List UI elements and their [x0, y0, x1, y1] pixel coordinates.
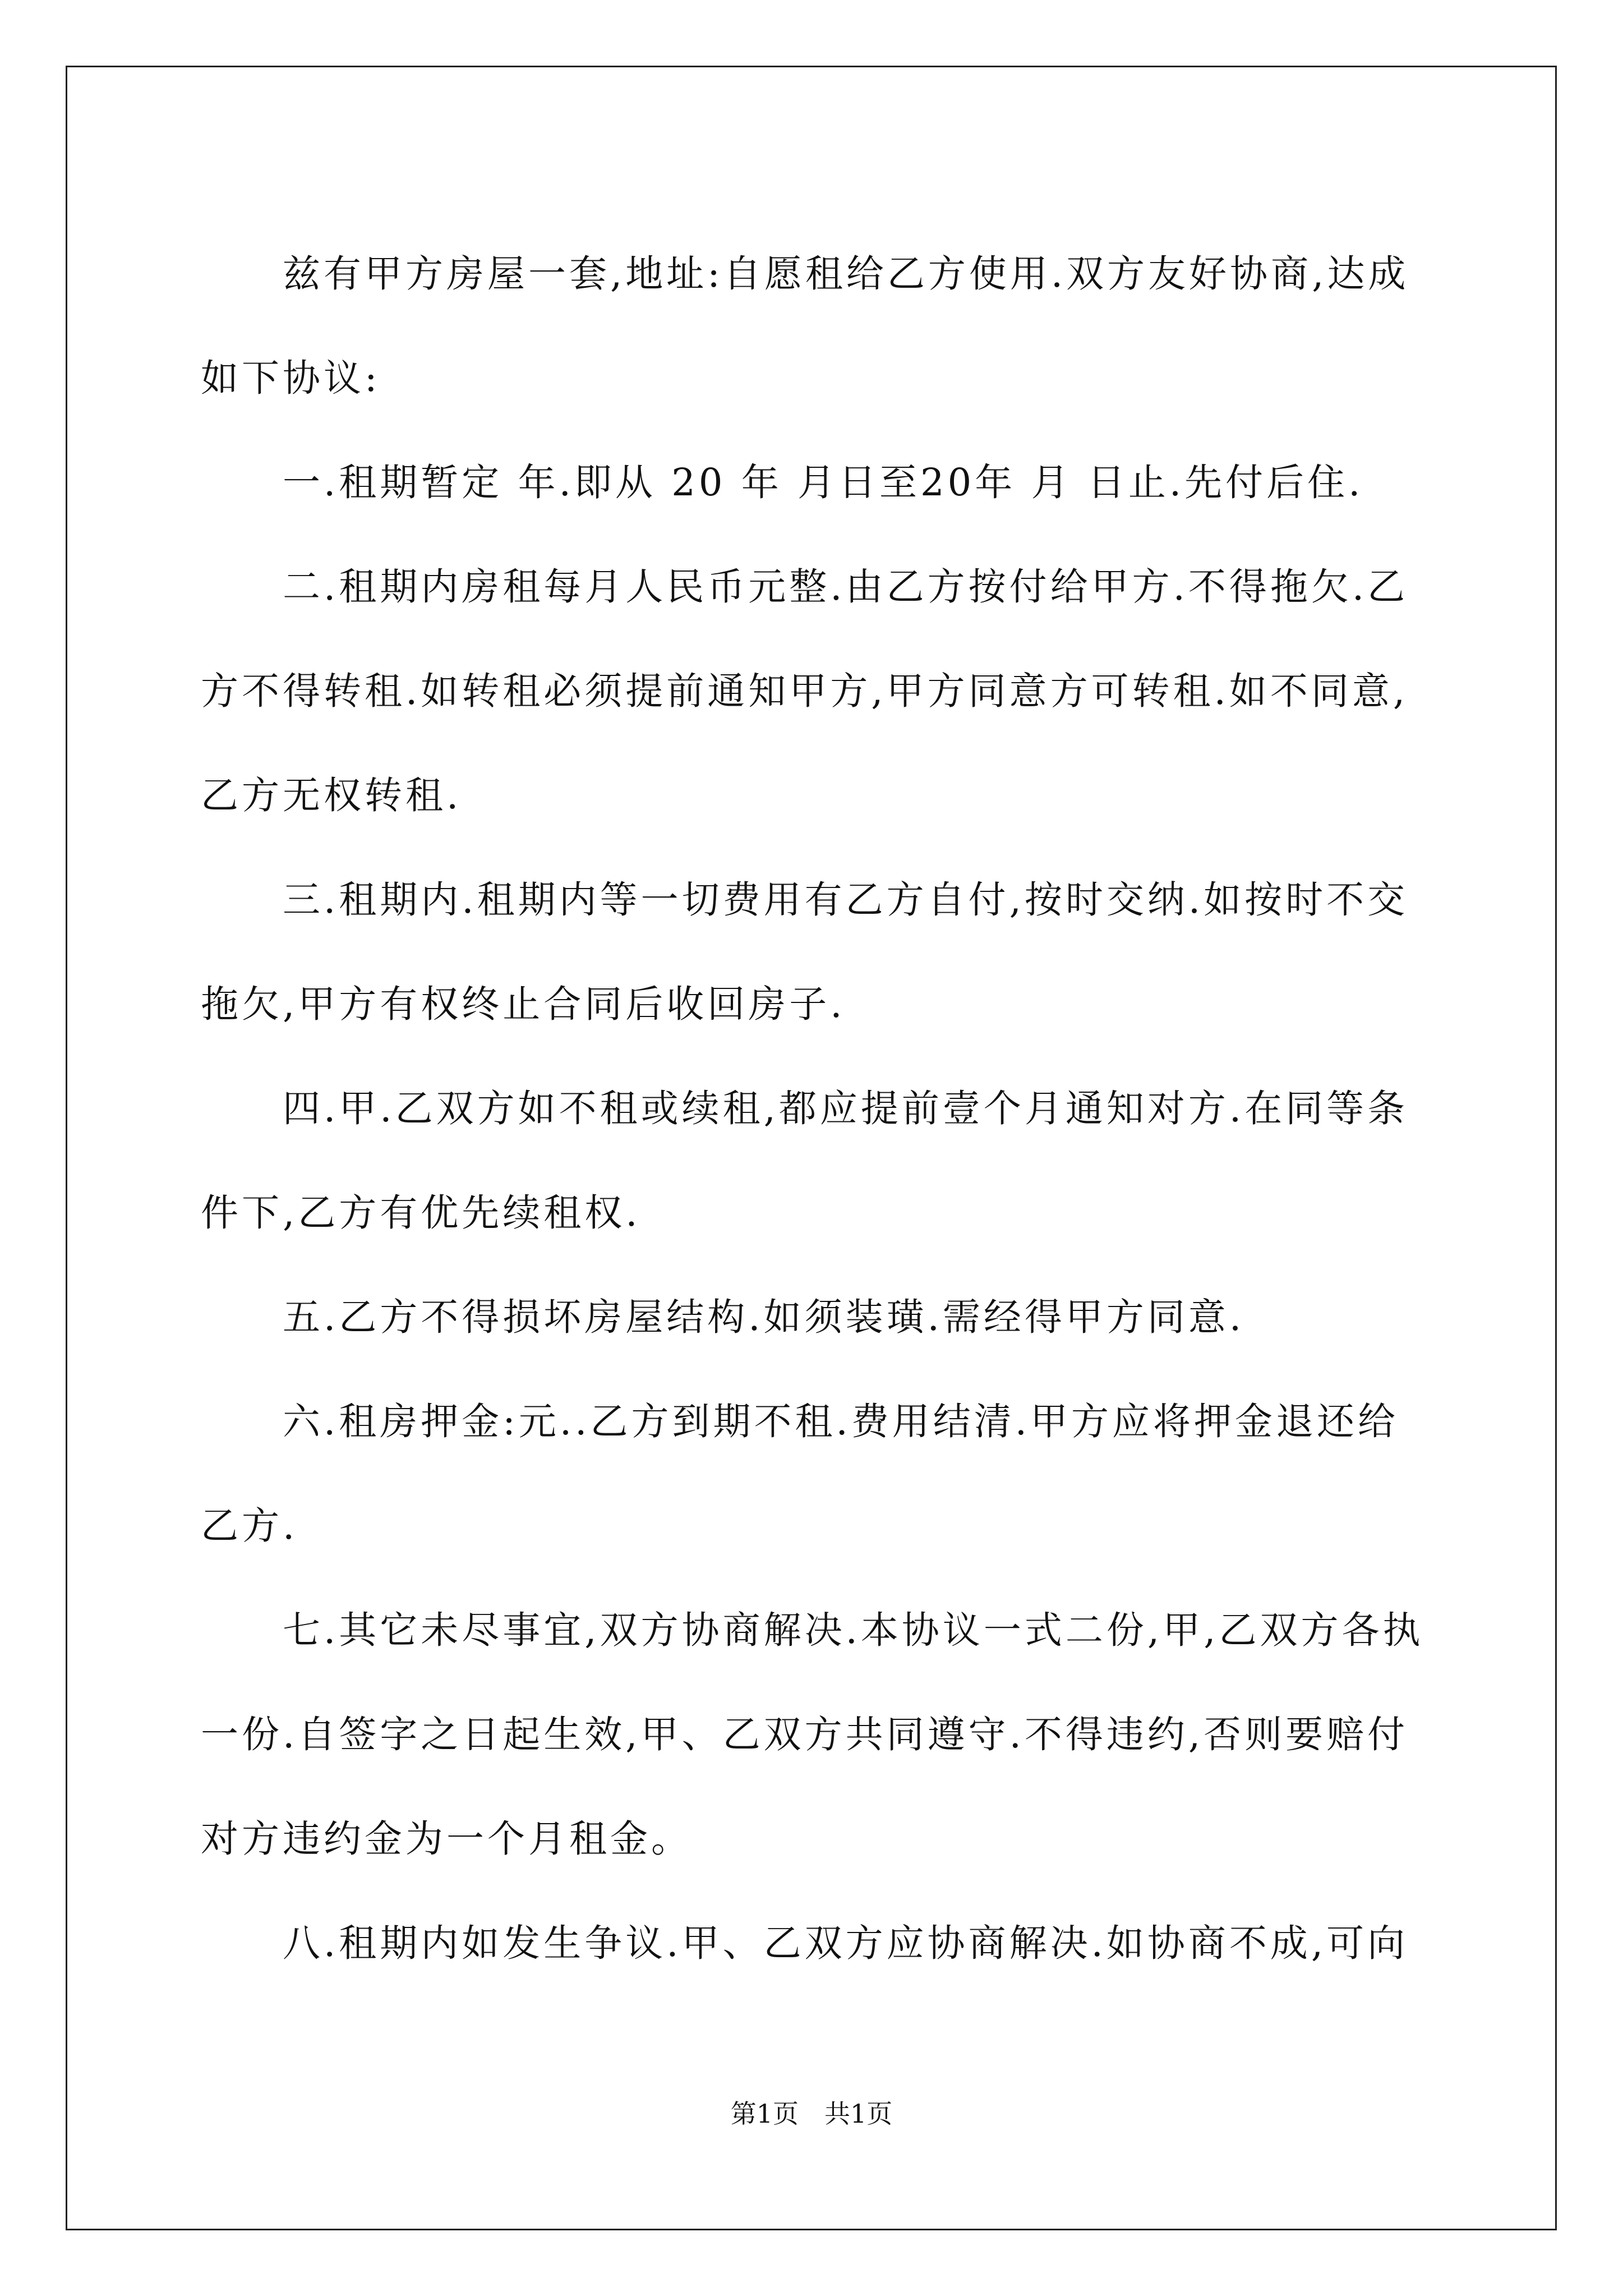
paragraph-clause-3: 三.租期内.租期内等一切费用有乙方自付,按时交纳.如按时不交拖欠,甲方有权终止合同后收回房子.: [201, 878, 1409, 1026]
paragraph-clause-8: 八.租期内如发生争议.甲、乙双方应协商解决.如协商不成,可向: [283, 1921, 1409, 1965]
paragraph-clause-7: 七.其它未尽事宜,双方协商解决.本协议一式二份,甲,乙双方各执一份.自签字之日起生效,甲、乙双方共同遵守.不得违约,否则要赔付对方违约金为一个月租金。: [201, 1608, 1424, 1861]
paragraph-intro: 兹有甲方房屋一套,地址:自愿租给乙方使用.双方友好协商,达成如下协议:: [201, 252, 1409, 400]
document-body: [201, 222, 1429, 1995]
paragraph-clause-6: 六.租房押金:元..乙方到期不租.费用结清.甲方应将押金退还给乙方.: [201, 1400, 1399, 1548]
paragraph-clause-5: 五.乙方不得损坏房屋结构.如须装璜.需经得甲方同意.: [283, 1295, 1245, 1339]
paragraph-clause-1: 一.租期暂定 年.即从 20 年 月日至20年 月 日止.先付后住.: [283, 461, 1364, 504]
paragraph-clause-4: 四.甲.乙双方如不租或续租,都应提前壹个月通知对方.在同等条件下,乙方有优先续租权.: [201, 1087, 1409, 1235]
page-footer: 第1页 共1页: [730, 2099, 893, 2129]
paragraph-clause-2: 二.租期内房租每月人民币元整.由乙方按付给甲方.不得拖欠.乙方不得转租.如转租必须提前通知甲方,甲方同意方可转租.如不同意,乙方无权转租.: [201, 565, 1409, 817]
